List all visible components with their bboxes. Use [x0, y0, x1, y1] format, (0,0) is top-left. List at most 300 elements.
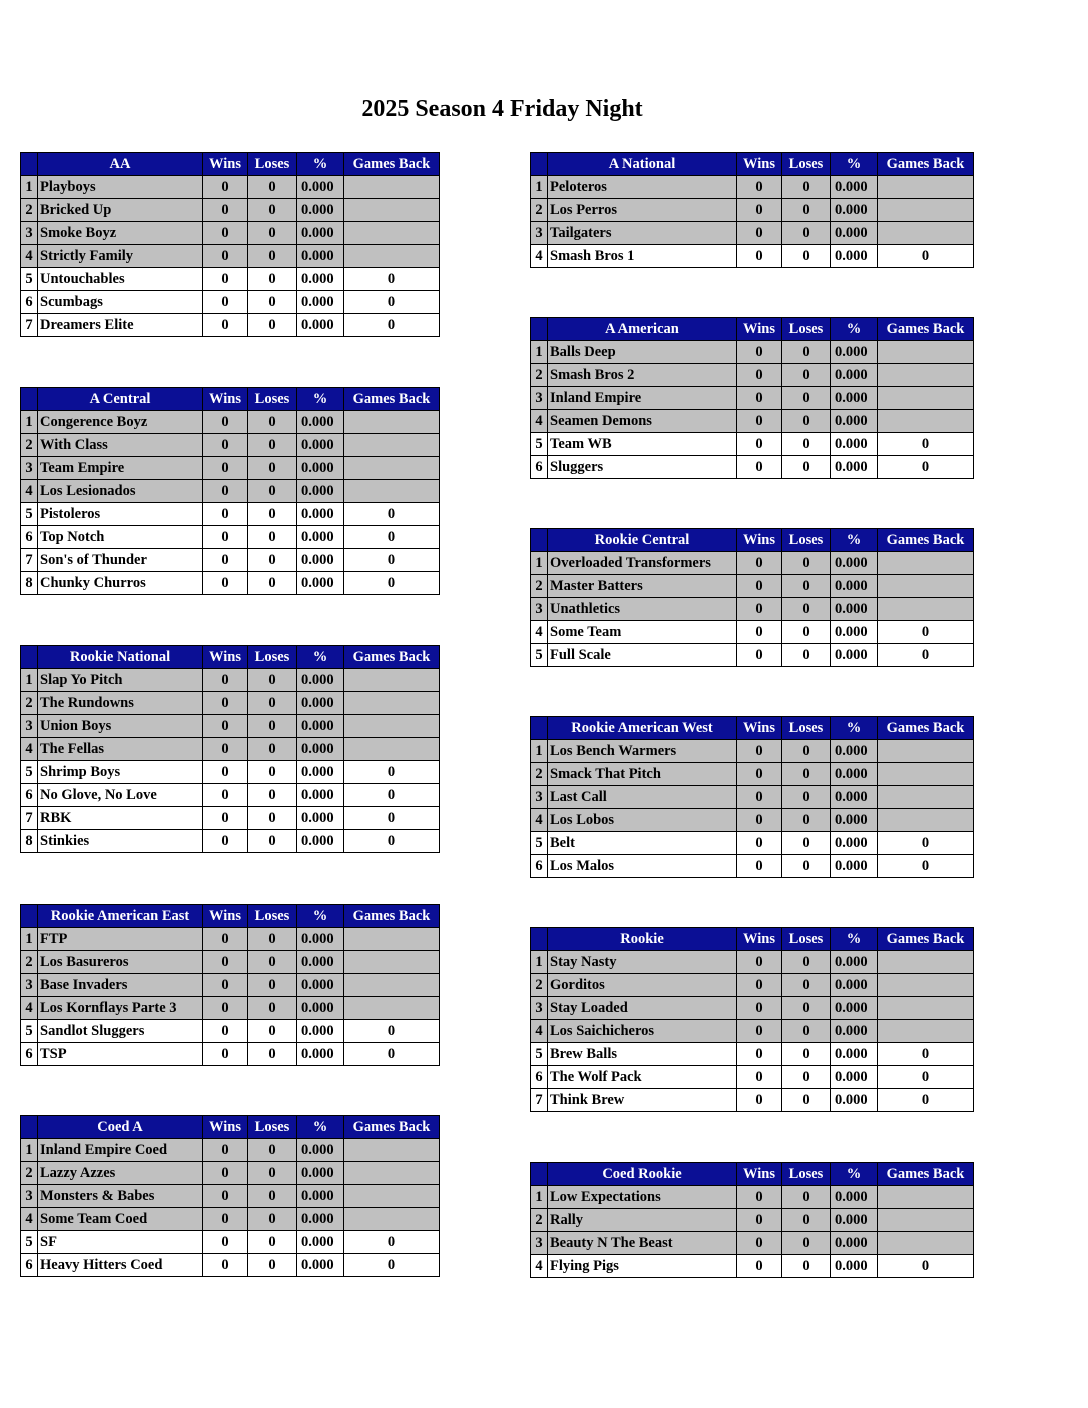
games-back-cell: 0 — [344, 1020, 440, 1043]
wins-cell: 0 — [737, 1020, 782, 1043]
rank-cell: 4 — [531, 245, 548, 268]
header-row — [531, 153, 974, 176]
loses-cell: 0 — [248, 974, 297, 997]
wins-cell: 0 — [737, 786, 782, 809]
rank-cell: 4 — [21, 480, 38, 503]
pct-cell: 0.000 — [831, 199, 878, 222]
standings-row — [531, 176, 974, 199]
team-name-cell: Los Kornflays Parte 3 — [38, 997, 203, 1020]
pct-cell: 0.000 — [297, 457, 344, 480]
division-name: Coed Rookie — [548, 1163, 737, 1186]
games-back-cell: 0 — [344, 503, 440, 526]
games-back-cell — [344, 1162, 440, 1185]
wins-cell: 0 — [203, 715, 248, 738]
rank-cell: 2 — [531, 1209, 548, 1232]
standings-row — [531, 1043, 974, 1066]
rank-cell: 3 — [531, 997, 548, 1020]
wins-header: Wins — [737, 318, 782, 341]
games-back-header: Games Back — [878, 153, 974, 176]
standings-table-rookie-american-east — [20, 904, 440, 1066]
loses-cell: 0 — [782, 176, 831, 199]
rank-cell: 5 — [21, 761, 38, 784]
pct-cell: 0.000 — [831, 740, 878, 763]
standings-row — [21, 1208, 440, 1231]
games-back-cell — [878, 1232, 974, 1255]
team-name-cell: Union Boys — [38, 715, 203, 738]
loses-cell: 0 — [782, 1255, 831, 1278]
standings-row — [21, 526, 440, 549]
standings-row — [21, 1185, 440, 1208]
team-name-cell: Bricked Up — [38, 199, 203, 222]
games-back-cell: 0 — [878, 621, 974, 644]
team-name-cell: Smash Bros 2 — [548, 364, 737, 387]
rank-cell: 4 — [21, 738, 38, 761]
loses-cell: 0 — [782, 1066, 831, 1089]
team-name-cell: Top Notch — [38, 526, 203, 549]
standings-table-a-national — [530, 152, 974, 268]
team-name-cell: Untouchables — [38, 268, 203, 291]
wins-cell: 0 — [737, 974, 782, 997]
wins-cell: 0 — [737, 621, 782, 644]
loses-cell: 0 — [248, 457, 297, 480]
team-name-cell: Scumbags — [38, 291, 203, 314]
wins-cell: 0 — [203, 222, 248, 245]
wins-header: Wins — [737, 529, 782, 552]
pct-cell: 0.000 — [297, 761, 344, 784]
pct-header: % — [831, 318, 878, 341]
pct-cell: 0.000 — [297, 480, 344, 503]
wins-header: Wins — [737, 153, 782, 176]
standings-row — [21, 997, 440, 1020]
wins-cell: 0 — [737, 1186, 782, 1209]
division-name: AA — [38, 153, 203, 176]
games-back-cell — [344, 669, 440, 692]
loses-cell: 0 — [248, 268, 297, 291]
rank-header — [21, 905, 38, 928]
team-name-cell: The Wolf Pack — [548, 1066, 737, 1089]
team-name-cell: With Class — [38, 434, 203, 457]
standings-row — [21, 1020, 440, 1043]
rank-cell: 5 — [531, 433, 548, 456]
wins-header: Wins — [203, 388, 248, 411]
standings-row — [21, 830, 440, 853]
team-name-cell: Some Team Coed — [38, 1208, 203, 1231]
standings-row — [21, 268, 440, 291]
pct-header: % — [831, 153, 878, 176]
loses-cell: 0 — [248, 1162, 297, 1185]
pct-cell: 0.000 — [297, 715, 344, 738]
loses-cell: 0 — [248, 1020, 297, 1043]
rank-cell: 2 — [21, 199, 38, 222]
loses-cell: 0 — [782, 855, 831, 878]
loses-cell: 0 — [782, 809, 831, 832]
standings-row — [21, 784, 440, 807]
loses-cell: 0 — [248, 411, 297, 434]
games-back-cell: 0 — [344, 572, 440, 595]
wins-cell: 0 — [203, 784, 248, 807]
games-back-cell — [344, 1139, 440, 1162]
standings-row — [21, 692, 440, 715]
standings-row — [531, 786, 974, 809]
rank-cell: 6 — [531, 1066, 548, 1089]
pct-cell: 0.000 — [831, 575, 878, 598]
wins-cell: 0 — [737, 1043, 782, 1066]
standings-row — [531, 1232, 974, 1255]
rank-header — [531, 318, 548, 341]
rank-cell: 5 — [531, 1043, 548, 1066]
team-name-cell: No Glove, No Love — [38, 784, 203, 807]
pct-cell: 0.000 — [831, 1255, 878, 1278]
standings-row — [21, 480, 440, 503]
standings-row — [531, 832, 974, 855]
wins-cell: 0 — [203, 503, 248, 526]
loses-cell: 0 — [248, 1208, 297, 1231]
team-name-cell: Overloaded Transformers — [548, 552, 737, 575]
loses-cell: 0 — [782, 364, 831, 387]
rank-cell: 2 — [21, 434, 38, 457]
header-row — [531, 928, 974, 951]
rank-cell: 1 — [531, 176, 548, 199]
pct-cell: 0.000 — [297, 830, 344, 853]
loses-cell: 0 — [248, 503, 297, 526]
pct-cell: 0.000 — [297, 1139, 344, 1162]
wins-cell: 0 — [203, 1020, 248, 1043]
wins-cell: 0 — [203, 1254, 248, 1277]
team-name-cell: Lazzy Azzes — [38, 1162, 203, 1185]
rank-cell: 4 — [531, 621, 548, 644]
loses-cell: 0 — [248, 199, 297, 222]
pct-cell: 0.000 — [297, 1208, 344, 1231]
standings-row — [21, 974, 440, 997]
team-name-cell: SF — [38, 1231, 203, 1254]
games-back-cell — [878, 176, 974, 199]
standings-row — [531, 809, 974, 832]
standings-row — [531, 456, 974, 479]
pct-cell: 0.000 — [831, 341, 878, 364]
games-back-cell: 0 — [878, 1066, 974, 1089]
wins-cell: 0 — [737, 997, 782, 1020]
pct-cell: 0.000 — [831, 644, 878, 667]
loses-cell: 0 — [248, 245, 297, 268]
team-name-cell: Slap Yo Pitch — [38, 669, 203, 692]
loses-cell: 0 — [782, 740, 831, 763]
team-name-cell: Unathletics — [548, 598, 737, 621]
loses-cell: 0 — [782, 575, 831, 598]
wins-cell: 0 — [737, 1066, 782, 1089]
team-name-cell: Pistoleros — [38, 503, 203, 526]
team-name-cell: Los Lesionados — [38, 480, 203, 503]
rank-cell: 3 — [21, 222, 38, 245]
rank-cell: 2 — [531, 575, 548, 598]
standings-table-a-american — [530, 317, 974, 479]
pct-cell: 0.000 — [831, 763, 878, 786]
standings-row — [531, 1186, 974, 1209]
games-back-cell — [344, 245, 440, 268]
pct-cell: 0.000 — [297, 526, 344, 549]
division-name: Rookie American West — [548, 717, 737, 740]
standings-row — [21, 1231, 440, 1254]
pct-cell: 0.000 — [831, 832, 878, 855]
loses-cell: 0 — [782, 621, 831, 644]
team-name-cell: TSP — [38, 1043, 203, 1066]
rank-header — [531, 1163, 548, 1186]
games-back-cell: 0 — [344, 784, 440, 807]
division-name: Rookie Central — [548, 529, 737, 552]
standings-table-coed-rookie — [530, 1162, 974, 1278]
division-name: Coed A — [38, 1116, 203, 1139]
loses-cell: 0 — [248, 572, 297, 595]
games-back-header: Games Back — [344, 388, 440, 411]
wins-cell: 0 — [203, 997, 248, 1020]
loses-cell: 0 — [248, 807, 297, 830]
wins-cell: 0 — [203, 291, 248, 314]
team-name-cell: Smoke Boyz — [38, 222, 203, 245]
games-back-cell — [878, 740, 974, 763]
loses-cell: 0 — [782, 951, 831, 974]
pct-header: % — [297, 646, 344, 669]
team-name-cell: Rally — [548, 1209, 737, 1232]
page-title: 2025 Season 4 Friday Night — [361, 96, 643, 122]
games-back-cell — [344, 480, 440, 503]
wins-header: Wins — [737, 717, 782, 740]
standings-row — [531, 1089, 974, 1112]
standings-table-coed-a — [20, 1115, 440, 1277]
games-back-cell — [878, 575, 974, 598]
rank-cell: 2 — [21, 1162, 38, 1185]
rank-cell: 6 — [21, 291, 38, 314]
loses-header: Loses — [782, 928, 831, 951]
loses-header: Loses — [248, 388, 297, 411]
wins-cell: 0 — [737, 176, 782, 199]
pct-cell: 0.000 — [297, 951, 344, 974]
team-name-cell: Seamen Demons — [548, 410, 737, 433]
games-back-cell — [878, 1186, 974, 1209]
games-back-cell — [878, 974, 974, 997]
wins-cell: 0 — [737, 364, 782, 387]
rank-cell: 6 — [21, 1043, 38, 1066]
loses-cell: 0 — [248, 715, 297, 738]
games-back-cell: 0 — [344, 1043, 440, 1066]
rank-cell: 3 — [531, 1232, 548, 1255]
wins-cell: 0 — [203, 1185, 248, 1208]
team-name-cell: Last Call — [548, 786, 737, 809]
pct-cell: 0.000 — [297, 807, 344, 830]
rank-cell: 4 — [531, 1020, 548, 1043]
pct-header: % — [297, 388, 344, 411]
rank-cell: 1 — [531, 552, 548, 575]
loses-cell: 0 — [248, 291, 297, 314]
games-back-cell — [344, 738, 440, 761]
wins-cell: 0 — [203, 549, 248, 572]
loses-cell: 0 — [248, 549, 297, 572]
header-row — [531, 717, 974, 740]
rank-cell: 6 — [21, 784, 38, 807]
standings-row — [531, 974, 974, 997]
rank-cell: 5 — [21, 1020, 38, 1043]
games-back-cell — [878, 809, 974, 832]
team-name-cell: Full Scale — [548, 644, 737, 667]
games-back-cell — [878, 341, 974, 364]
pct-cell: 0.000 — [297, 1231, 344, 1254]
games-back-cell: 0 — [344, 549, 440, 572]
pct-cell: 0.000 — [831, 176, 878, 199]
games-back-cell — [344, 176, 440, 199]
games-back-cell: 0 — [344, 807, 440, 830]
standings-table-rookie-central — [530, 528, 974, 667]
header-row — [531, 318, 974, 341]
pct-cell: 0.000 — [297, 503, 344, 526]
games-back-cell: 0 — [878, 832, 974, 855]
pct-cell: 0.000 — [297, 411, 344, 434]
wins-cell: 0 — [737, 245, 782, 268]
standings-row — [21, 457, 440, 480]
games-back-header: Games Back — [344, 646, 440, 669]
games-back-cell — [344, 692, 440, 715]
pct-cell: 0.000 — [297, 928, 344, 951]
standings-row — [531, 387, 974, 410]
wins-cell: 0 — [203, 951, 248, 974]
pct-cell: 0.000 — [297, 314, 344, 337]
rank-cell: 4 — [21, 997, 38, 1020]
pct-cell: 0.000 — [297, 222, 344, 245]
wins-cell: 0 — [203, 199, 248, 222]
team-name-cell: Son's of Thunder — [38, 549, 203, 572]
rank-cell: 8 — [21, 572, 38, 595]
pct-cell: 0.000 — [831, 222, 878, 245]
header-row — [21, 388, 440, 411]
standings-row — [21, 715, 440, 738]
wins-cell: 0 — [737, 222, 782, 245]
loses-cell: 0 — [782, 786, 831, 809]
wins-cell: 0 — [737, 433, 782, 456]
header-row — [21, 1116, 440, 1139]
games-back-cell: 0 — [878, 1043, 974, 1066]
team-name-cell: Base Invaders — [38, 974, 203, 997]
pct-cell: 0.000 — [831, 1066, 878, 1089]
loses-cell: 0 — [248, 1231, 297, 1254]
pct-header: % — [297, 153, 344, 176]
wins-cell: 0 — [737, 644, 782, 667]
loses-cell: 0 — [248, 761, 297, 784]
team-name-cell: Dreamers Elite — [38, 314, 203, 337]
standings-row — [531, 1209, 974, 1232]
wins-cell: 0 — [203, 1231, 248, 1254]
standings-row — [531, 552, 974, 575]
standings-row — [21, 1254, 440, 1277]
loses-header: Loses — [782, 153, 831, 176]
wins-header: Wins — [203, 646, 248, 669]
rank-header — [531, 717, 548, 740]
wins-cell: 0 — [737, 1232, 782, 1255]
standings-row — [21, 761, 440, 784]
loses-cell: 0 — [782, 832, 831, 855]
wins-cell: 0 — [203, 761, 248, 784]
team-name-cell: Monsters & Babes — [38, 1185, 203, 1208]
standings-row — [21, 951, 440, 974]
team-name-cell: Tailgaters — [548, 222, 737, 245]
team-name-cell: Peloteros — [548, 176, 737, 199]
standings-row — [531, 740, 974, 763]
wins-cell: 0 — [203, 1139, 248, 1162]
loses-cell: 0 — [248, 997, 297, 1020]
rank-cell: 6 — [21, 526, 38, 549]
loses-cell: 0 — [782, 245, 831, 268]
loses-cell: 0 — [248, 669, 297, 692]
loses-cell: 0 — [248, 176, 297, 199]
rank-cell: 7 — [21, 549, 38, 572]
pct-cell: 0.000 — [831, 951, 878, 974]
team-name-cell: Sluggers — [548, 456, 737, 479]
pct-cell: 0.000 — [831, 855, 878, 878]
wins-cell: 0 — [203, 411, 248, 434]
loses-cell: 0 — [782, 456, 831, 479]
standings-table-a-central — [20, 387, 440, 595]
loses-cell: 0 — [248, 830, 297, 853]
games-back-cell — [878, 598, 974, 621]
wins-header: Wins — [203, 905, 248, 928]
games-back-cell — [344, 951, 440, 974]
games-back-cell: 0 — [344, 830, 440, 853]
wins-cell: 0 — [737, 575, 782, 598]
rank-cell: 3 — [21, 457, 38, 480]
team-name-cell: The Fellas — [38, 738, 203, 761]
games-back-cell: 0 — [344, 268, 440, 291]
standings-row — [21, 245, 440, 268]
rank-cell: 5 — [21, 503, 38, 526]
pct-cell: 0.000 — [831, 1209, 878, 1232]
wins-header: Wins — [737, 1163, 782, 1186]
wins-cell: 0 — [737, 740, 782, 763]
games-back-header: Games Back — [344, 153, 440, 176]
standings-row — [531, 1255, 974, 1278]
header-row — [21, 153, 440, 176]
loses-header: Loses — [782, 318, 831, 341]
standings-row — [531, 644, 974, 667]
games-back-cell — [878, 1209, 974, 1232]
rank-cell: 2 — [21, 692, 38, 715]
pct-cell: 0.000 — [831, 387, 878, 410]
loses-cell: 0 — [782, 1089, 831, 1112]
pct-cell: 0.000 — [297, 1162, 344, 1185]
rank-cell: 2 — [531, 974, 548, 997]
rank-header — [531, 529, 548, 552]
rank-cell: 2 — [531, 763, 548, 786]
team-name-cell: Smack That Pitch — [548, 763, 737, 786]
team-name-cell: Los Basureros — [38, 951, 203, 974]
pct-cell: 0.000 — [831, 433, 878, 456]
loses-cell: 0 — [248, 480, 297, 503]
wins-cell: 0 — [203, 1162, 248, 1185]
pct-cell: 0.000 — [831, 410, 878, 433]
team-name-cell: RBK — [38, 807, 203, 830]
team-name-cell: Congerence Boyz — [38, 411, 203, 434]
pct-cell: 0.000 — [831, 1020, 878, 1043]
loses-cell: 0 — [782, 598, 831, 621]
wins-cell: 0 — [737, 199, 782, 222]
wins-cell: 0 — [737, 832, 782, 855]
team-name-cell: Team WB — [548, 433, 737, 456]
team-name-cell: Stay Loaded — [548, 997, 737, 1020]
rank-cell: 2 — [531, 364, 548, 387]
wins-cell: 0 — [737, 387, 782, 410]
games-back-cell — [344, 457, 440, 480]
games-back-cell — [344, 222, 440, 245]
standings-row — [531, 341, 974, 364]
games-back-cell — [878, 951, 974, 974]
wins-cell: 0 — [203, 669, 248, 692]
loses-cell: 0 — [248, 738, 297, 761]
team-name-cell: Los Malos — [548, 855, 737, 878]
